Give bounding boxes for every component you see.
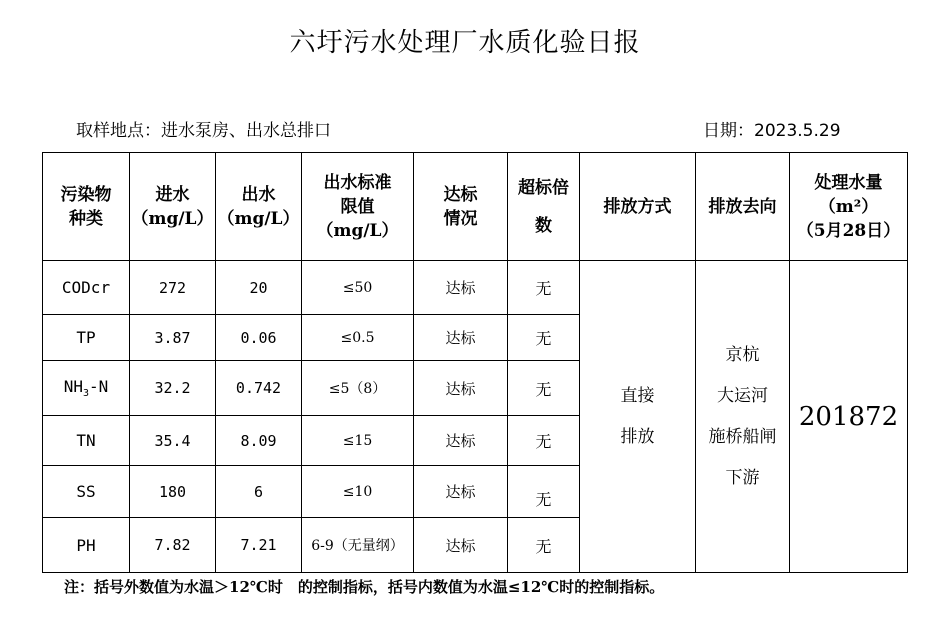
discharge-destination: 京杭 大运河 施桥船闸 下游 <box>696 261 790 573</box>
header-multiple: 超标倍 数 <box>508 153 580 261</box>
effluent-value: 8.09 <box>216 416 302 466</box>
water-quality-table <box>42 152 908 573</box>
limit-value: ≤15 <box>302 416 414 466</box>
pollutant-name: TP <box>43 315 130 361</box>
header-influent: 进水 （mg/L） <box>130 153 216 261</box>
effluent-value: 0.06 <box>216 315 302 361</box>
status-value: 达标 <box>414 416 508 466</box>
influent-value: 3.87 <box>130 315 216 361</box>
treated-volume: 201872 <box>790 261 908 573</box>
sampling-location: 取样地点：进水泵房、出水总排口 <box>76 121 331 141</box>
status-value: 达标 <box>414 361 508 416</box>
status-value: 达标 <box>414 261 508 315</box>
report-date: 日期：2023.5.29 <box>703 121 841 141</box>
header-status: 达标 情况 <box>414 153 508 261</box>
multiple-value: 无 <box>508 416 580 466</box>
limit-value: ≤0.5 <box>302 315 414 361</box>
influent-value: 272 <box>130 261 216 315</box>
multiple-value: 无 <box>508 261 580 315</box>
header-row <box>43 153 908 261</box>
status-value: 达标 <box>414 315 508 361</box>
pollutant-name: TN <box>43 416 130 466</box>
table-row <box>43 261 908 315</box>
pollutant-name: PH <box>43 518 130 573</box>
header-limit: 出水标准 限值 （mg/L） <box>302 153 414 261</box>
effluent-value: 20 <box>216 261 302 315</box>
influent-value: 35.4 <box>130 416 216 466</box>
multiple-value: 无 <box>508 518 580 573</box>
header-destination: 排放去向 <box>696 153 790 261</box>
influent-value: 32.2 <box>130 361 216 416</box>
header-method: 排放方式 <box>580 153 696 261</box>
report-title: 六圩污水处理厂水质化验日报 <box>289 28 641 58</box>
effluent-value: 0.742 <box>216 361 302 416</box>
pollutant-name: SS <box>43 466 130 518</box>
influent-value: 7.82 <box>130 518 216 573</box>
limit-value: ≤10 <box>302 466 414 518</box>
pollutant-name: CODcr <box>43 261 130 315</box>
discharge-method: 直接 排放 <box>580 261 696 573</box>
limit-value: ≤5（8） <box>302 361 414 416</box>
status-value: 达标 <box>414 466 508 518</box>
pollutant-name: $NH_3-N$ <box>43 361 130 416</box>
header-volume: 处理水量 （m²） （5月28日） <box>790 153 908 261</box>
multiple-value: 无 <box>508 466 580 518</box>
influent-value: 180 <box>130 466 216 518</box>
status-value: 达标 <box>414 518 508 573</box>
multiple-value: 无 <box>508 315 580 361</box>
footnote: 注：括号外数值为水温＞12℃时 的控制指标，括号内数值为水温≤12℃时的控制指标。 <box>64 578 665 596</box>
header-pollutant-type: 污染物 种类 <box>43 153 130 261</box>
multiple-value: 无 <box>508 361 580 416</box>
limit-value: 6-9（无量纲） <box>302 518 414 573</box>
effluent-value: 7.21 <box>216 518 302 573</box>
header-effluent: 出水 （mg/L） <box>216 153 302 261</box>
effluent-value: 6 <box>216 466 302 518</box>
limit-value: ≤50 <box>302 261 414 315</box>
